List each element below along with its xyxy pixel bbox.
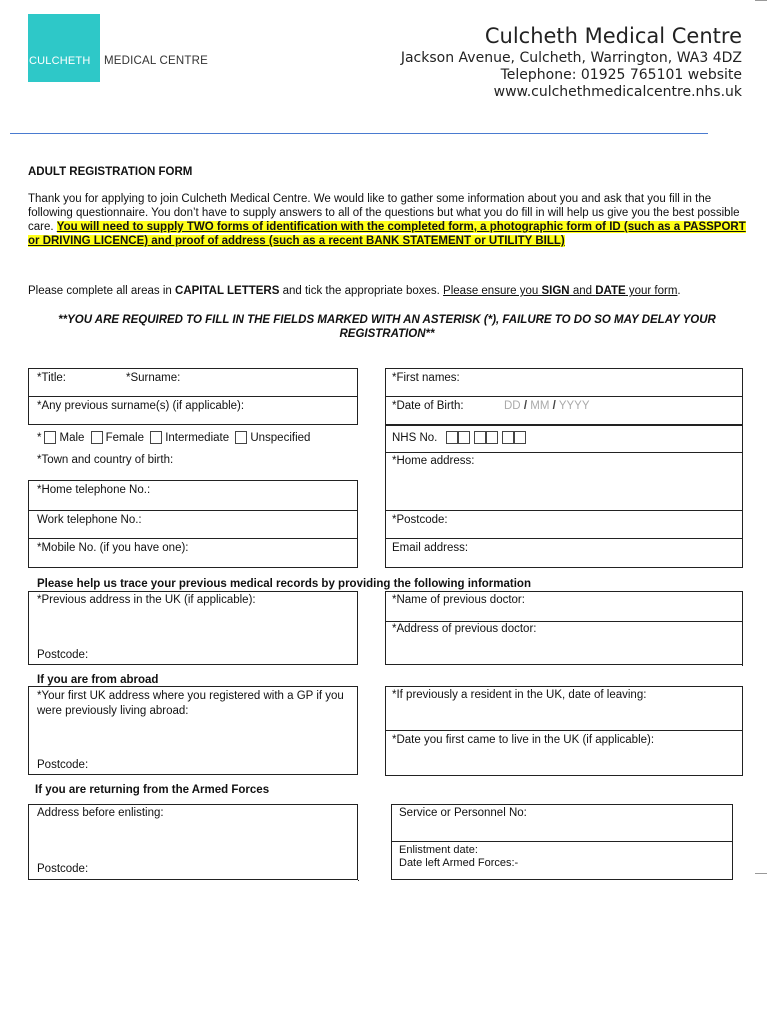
armed-forces-heading: If you are returning from the Armed Forces	[35, 784, 270, 796]
id-requirement-highlight: You will need to supply TWO forms of identification with the completed form, a photographic form of ID (such as a PASSPORT or DRIVING LICENCE) and proof of address (such as a recent BANK STATEMENT or UTILITY BILL)	[28, 221, 746, 247]
title-surname-field[interactable]	[28, 368, 358, 397]
address-before-enlisting-field[interactable]	[28, 804, 358, 880]
caps-text-2: and tick the appropriate boxes.	[279, 285, 444, 297]
date-leaving-label: *If previously a resident in the UK, date of leaving:	[392, 689, 647, 701]
asterisk-warning: **YOU ARE REQUIRED TO FILL IN THE FIELDS MARKED WITH AN ASTERISK (*), FAILURE TO DO SO MAY DELAY YOUR REGISTRATION**	[58, 314, 716, 340]
practice-website: www.culchethmedicalcentre.nhs.uk	[493, 84, 742, 100]
dob-field[interactable]	[385, 396, 743, 425]
previous-surname-field[interactable]	[28, 396, 358, 425]
intermediate-checkbox[interactable]	[150, 431, 162, 444]
service-number-field[interactable]	[391, 804, 733, 842]
previous-postcode-label: Postcode:	[37, 649, 89, 661]
nhs-box[interactable]	[474, 431, 486, 444]
and-word: and	[569, 285, 596, 297]
enlistment-date-label: Enlistment date:	[399, 844, 478, 856]
practice-name: Culcheth Medical Centre	[484, 24, 742, 48]
period: .	[677, 285, 681, 297]
caps-text: Please complete all areas in	[28, 285, 176, 297]
male-label: Male	[59, 432, 85, 444]
practice-telephone: Telephone: 01925 765101 website	[500, 67, 742, 83]
abroad-heading: If you are from abroad	[37, 674, 159, 686]
mobile-label: *Mobile No. (if you have one):	[37, 542, 189, 554]
nhs-box[interactable]	[514, 431, 526, 444]
corner-mark	[755, 0, 767, 1]
logo-text-culcheth: CULCHETH	[29, 55, 91, 67]
surname-label: *Surname:	[126, 372, 181, 384]
first-names-label: *First names:	[392, 372, 460, 384]
armed-postcode-label: Postcode:	[37, 863, 89, 875]
intro-text: Thank you for applying to join Culcheth Medical Centre. We would like to gather some information about you and ask that you fill in the following questionnaire. You don’t have to supply answers to all of the questions but what you do fill in will help us give you the best possible care.	[28, 193, 740, 233]
nhs-box[interactable]	[446, 431, 458, 444]
ensure-text: Please ensure you	[443, 285, 542, 297]
postcode-field[interactable]	[385, 510, 743, 539]
email-field[interactable]	[385, 538, 743, 568]
first-uk-address-field[interactable]	[28, 686, 358, 775]
home-telephone-label: *Home telephone No.:	[37, 484, 151, 496]
header-divider	[10, 133, 708, 134]
previous-records-heading: Please help us trace your previous medical records by providing the following information	[37, 578, 531, 590]
unspecified-label: Unspecified	[250, 432, 311, 444]
sign-word: SIGN	[541, 285, 570, 297]
dob-sep: /	[523, 400, 528, 412]
dob-mm: MM	[530, 400, 550, 412]
previous-doctor-label: *Name of previous doctor:	[392, 594, 525, 606]
postcode-label: *Postcode:	[392, 514, 448, 526]
date-came-label: *Date you first came to live in the UK (if applicable):	[392, 734, 655, 746]
previous-address-label: *Previous address in the UK (if applicable):	[37, 594, 256, 606]
your-form-text: your form	[625, 285, 678, 297]
nhs-box[interactable]	[458, 431, 470, 444]
dob-placeholder	[504, 400, 590, 412]
home-telephone-field[interactable]	[28, 480, 358, 511]
intro-paragraph	[28, 192, 746, 248]
previous-doctor-field[interactable]	[385, 591, 743, 622]
gender-options	[37, 431, 310, 444]
female-checkbox[interactable]	[91, 431, 103, 444]
service-number-label: Service or Personnel No:	[399, 807, 527, 819]
previous-surname-label: *Any previous surname(s) (if applicable):	[37, 400, 245, 412]
female-label: Female	[105, 432, 144, 444]
home-address-field[interactable]	[385, 452, 743, 511]
first-uk-address-label: *Your first UK address where you registered with a GP if you were previously living abroad:	[37, 690, 344, 717]
nhs-label: NHS No.	[392, 432, 438, 444]
home-address-label: *Home address:	[392, 455, 475, 467]
caps-bold: CAPITAL LETTERS	[175, 285, 280, 297]
previous-doctor-address-label: *Address of previous doctor:	[392, 623, 537, 635]
male-checkbox[interactable]	[44, 431, 56, 444]
date-word: DATE	[595, 285, 626, 297]
date-left-label: Date left Armed Forces:-	[399, 857, 519, 869]
town-country-label: *Town and country of birth:	[37, 454, 174, 466]
nhs-number-field[interactable]	[385, 425, 743, 453]
logo-text-medical-centre: MEDICAL CENTRE	[104, 55, 208, 67]
date-came-field[interactable]	[385, 730, 743, 776]
dob-label: *Date of Birth:	[392, 400, 464, 412]
mobile-field[interactable]	[28, 538, 358, 568]
logo-icon	[28, 14, 100, 82]
border-line	[742, 622, 743, 666]
work-telephone-field[interactable]	[28, 510, 358, 539]
previous-doctor-address-field[interactable]	[385, 621, 743, 665]
abroad-postcode-label: Postcode:	[37, 759, 89, 771]
sign-date-instruction	[443, 285, 677, 297]
border-line	[358, 880, 359, 881]
practice-address: Jackson Avenue, Culcheth, Warrington, WA3 4DZ	[400, 50, 742, 66]
title-label: *Title:	[37, 372, 66, 384]
dob-yyyy: YYYY	[558, 400, 590, 412]
nhs-box[interactable]	[486, 431, 498, 444]
email-label: Email address:	[392, 542, 469, 554]
date-leaving-field[interactable]	[385, 686, 743, 731]
address-before-enlisting-label: Address before enlisting:	[37, 807, 164, 819]
corner-mark	[755, 873, 767, 874]
unspecified-checkbox[interactable]	[235, 431, 247, 444]
capitals-instruction	[28, 284, 743, 298]
dob-sep: /	[552, 400, 556, 412]
dob-dd: DD	[504, 400, 521, 412]
nhs-box[interactable]	[502, 431, 514, 444]
first-names-field[interactable]	[385, 368, 743, 397]
work-telephone-label: Work telephone No.:	[37, 514, 142, 526]
nhs-digit-boxes	[446, 431, 526, 444]
intermediate-label: Intermediate	[165, 432, 230, 444]
enlistment-dates-field[interactable]	[391, 841, 733, 880]
gender-asterisk: *	[37, 432, 42, 444]
form-title: ADULT REGISTRATION FORM	[28, 166, 193, 178]
previous-address-field[interactable]	[28, 591, 358, 665]
